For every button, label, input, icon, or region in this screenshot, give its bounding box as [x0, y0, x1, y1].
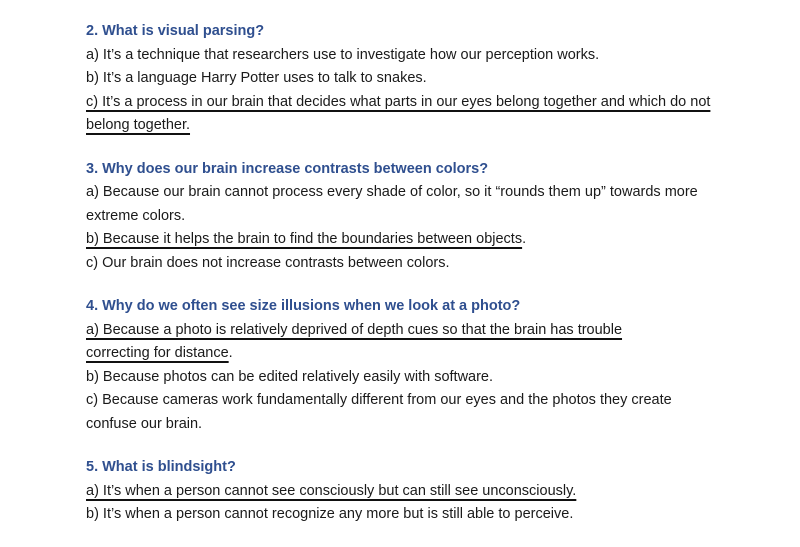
question-4 [86, 295, 766, 436]
underlined-answer: b) Because it helps the brain to find the boundaries between objects [86, 231, 523, 247]
answer-option-a: a) Because our brain cannot process every shade of color, so it “rounds them up” towards more extreme colors. [86, 184, 698, 224]
answer-option-c [86, 91, 711, 138]
answer-option-b: b) Because photos can be edited relatively easily with software. [86, 368, 494, 385]
answer-option-a: a) It’s a technique that researchers use to investigate how our perception works. [86, 46, 600, 63]
answer-option-a [86, 480, 766, 504]
answer-period: . [522, 231, 527, 247]
answer-option-a [86, 319, 676, 366]
question-5 [86, 456, 766, 527]
quiz-document [86, 20, 766, 547]
answer-period: . [228, 345, 233, 361]
underlined-answer: a) It’s when a person cannot see consciously but can still see unconsciously. [86, 482, 577, 499]
answer-option-b [86, 228, 766, 252]
question-title: 5. What is blindsight? [86, 459, 236, 475]
question-3 [86, 158, 766, 276]
underlined-answer: a) Because a photo is relatively deprived of depth cues so that the brain has trouble correcting for distance [86, 321, 623, 361]
answer-option-b: b) It’s when a person cannot recognize any more but is still able to perceive. [86, 506, 574, 522]
question-title: 4. Why do we often see size illusions when we look at a photo? [86, 298, 521, 314]
question-title: 3. Why does our brain increase contrasts between colors? [86, 160, 489, 177]
answer-option-c: c) Our brain does not increase contrasts between colors. [86, 254, 450, 271]
question-title: 2. What is visual parsing? [86, 23, 265, 39]
answer-option-b: b) It’s a language Harry Potter uses to talk to snakes. [86, 70, 427, 86]
question-2 [86, 20, 766, 138]
answer-option-c: c) Because cameras work fundamentally different from our eyes and the photos they create confuse our brain. [86, 392, 672, 432]
underlined-answer: c) It’s a process in our brain that decides what parts in our eyes belong together and which do not belong together. [86, 93, 711, 133]
